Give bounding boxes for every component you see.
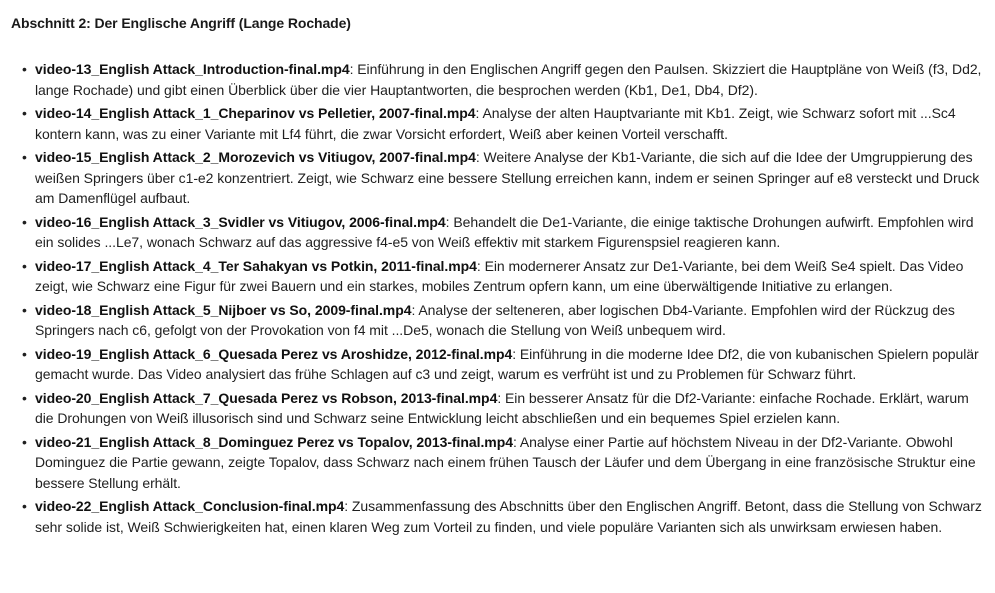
list-item — [22, 147, 985, 209]
separator: : — [476, 257, 485, 274]
bullet-icon: • — [22, 433, 27, 450]
list-item — [22, 344, 985, 385]
video-filename: video-16_English Attack_3_Svidler vs Vitiugov, 2006-final.mp4 — [35, 213, 446, 230]
list-item — [22, 59, 985, 100]
video-filename: video-19_English Attack_6_Quesada Perez vs Aroshidze, 2012-final.mp4 — [35, 345, 513, 362]
separator: : — [344, 498, 352, 514]
video-filename: video-21_English Attack_8_Dominguez Perez vs Topalov, 2013-final.mp4 — [35, 433, 513, 450]
video-description: Analyse einer Partie auf höchstem Niveau in der Df2-Variante. Obwohl Dominguez die Partie gewann, zeigte Topalov, dass Schwarz nach einem frühen Tausch der Läufer und dem Übergang in eine französische Struktur eine bessere Stellung erhält. — [35, 433, 976, 491]
list-item — [22, 256, 985, 297]
section-heading: Abschnitt 2: Der Englische Angriff (Lange Rochade) — [11, 15, 351, 31]
video-description: Einführung in den Englischen Angriff gegen den Paulsen. Skizziert die Hauptpläne von Weiß (f3, Dd2, lange Rochade) und gibt einen Überblick über die vier Hauptantworten, die besprochen werden (Kb1, De1, Db4, Df2). — [35, 61, 982, 98]
video-filename: video-18_English Attack_5_Nijboer vs So, 2009-final.mp4 — [35, 301, 412, 318]
video-filename: video-17_English Attack_4_Ter Sahakyan vs Potkin, 2011-final.mp4 — [35, 257, 477, 274]
video-description: Einführung in die moderne Idee Df2, die von kubanischen Spielern populär gemacht wurde. Das Video analysiert das frühe Schlagen auf c3 und zeigt, warum es verfrüht ist und zu Problemen für Schwarz führt. — [35, 345, 979, 382]
separator: : — [512, 433, 520, 450]
video-filename: video-15_English Attack_2_Morozevich vs Vitiugov, 2007-final.mp4 — [35, 149, 476, 165]
video-description: Zusammenfassung des Abschnitts über den Englischen Angriff. Betont, dass die Stellung von Schwarz sehr solide ist, Weiß Schwierigkeiten hat, einen klaren Weg zum Vorteil zu finden, und viele populäre Varianten sich als unwirksam erwiesen haben. — [35, 498, 982, 535]
video-filename: video-14_English Attack_1_Cheparinov vs Pelletier, 2007-final.mp4 — [35, 105, 476, 121]
video-list — [11, 59, 985, 537]
separator: : — [475, 149, 484, 165]
list-item — [22, 388, 985, 429]
bullet-icon: • — [22, 213, 27, 230]
bullet-icon: • — [22, 149, 27, 165]
separator: : — [411, 301, 419, 318]
bullet-icon: • — [22, 345, 27, 362]
video-description: Analyse der alten Hauptvariante mit Kb1. Zeigt, wie Schwarz sofort mit ...Sc4 kontern kann, was zu einer Variante mit Lf4 führt, die zwar Vorsicht erfordert, Weiß aber keinen Vorteil verschafft. — [35, 105, 956, 142]
video-filename: video-13_English Attack_Introduction-final.mp4 — [35, 61, 350, 77]
list-item — [22, 103, 985, 144]
video-description: Ein modernerer Ansatz zur De1-Variante, bei dem Weiß Se4 spielt. Das Video zeigt, wie Schwarz eine Figur für zwei Bauern und ein starkes, mobiles Zentrum opfern kann, um eine überwältigende Initiative zu erlangen. — [35, 257, 964, 294]
bullet-icon: • — [22, 105, 27, 121]
video-description: Ein besserer Ansatz für die Df2-Variante: einfache Rochade. Erklärt, warum die Drohungen von Weiß illusorisch sind und Schwarz seine Entwicklung leicht abschließen und ein bequemes Spiel erzielen kann. — [35, 389, 969, 426]
bullet-icon: • — [22, 61, 27, 77]
list-item — [22, 300, 985, 341]
bullet-icon: • — [22, 498, 27, 514]
separator: : — [512, 345, 520, 362]
separator: : — [445, 213, 454, 230]
bullet-icon: • — [22, 389, 27, 406]
bullet-icon: • — [22, 301, 27, 318]
separator: : — [349, 61, 358, 77]
video-description: Weitere Analyse der Kb1-Variante, die sich auf die Idee der Umgruppierung des weißen Springers über c1-e2 konzentriert. Zeigt, wie Schwarz eine bessere Stellung erreichen kann, indem er seinen Springer auf e8 versteckt und Druck am Damenflügel aufbaut. — [35, 149, 980, 206]
video-description: Analyse der selteneren, aber logischen Db4-Variante. Empfohlen wird der Rückzug des Springers nach c6, gefolgt von der Provokation von f4 mit ...De5, wonach die Stellung von Weiß unbequem wird. — [35, 301, 955, 338]
bullet-icon: • — [22, 257, 27, 274]
separator: : — [475, 105, 483, 121]
video-filename: video-22_English Attack_Conclusion-final.mp4 — [35, 498, 345, 514]
separator: : — [497, 389, 505, 406]
video-description: Behandelt die De1-Variante, die einige taktische Drohungen aufwirft. Empfohlen wird ein solides ...Le7, wonach Schwarz auf das aggressive f4-e5 von Weiß effektiv mit starkem Figurenspsiel reagieren kann. — [35, 213, 974, 250]
list-item — [22, 432, 985, 494]
list-item — [22, 212, 985, 253]
video-filename: video-20_English Attack_7_Quesada Perez vs Robson, 2013-final.mp4 — [35, 389, 498, 406]
list-item — [22, 496, 985, 537]
